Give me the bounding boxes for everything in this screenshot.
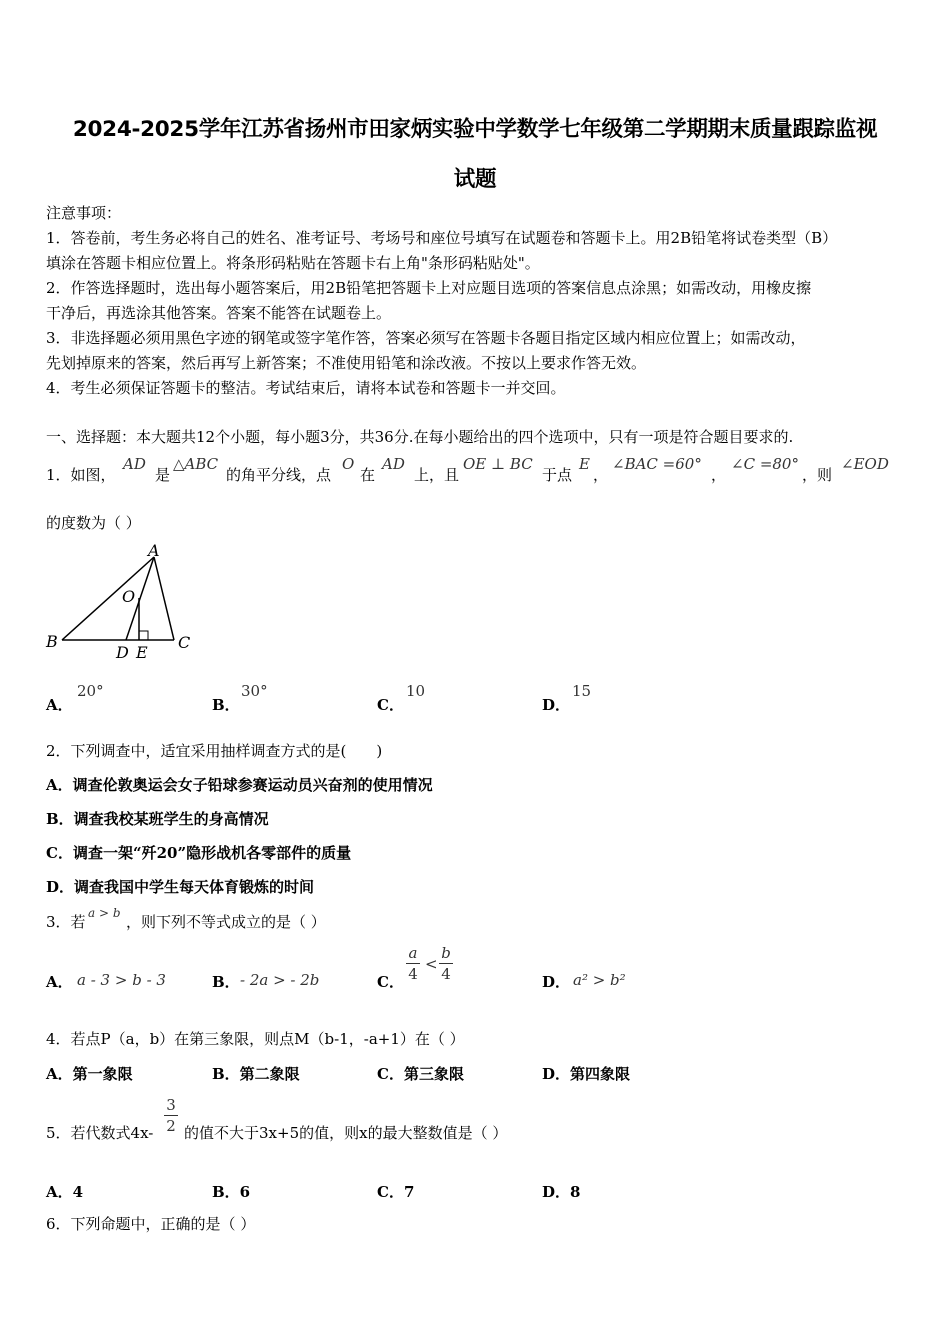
q1-math-ad: AD xyxy=(123,455,146,473)
q2-option-c[interactable]: C．调查一架“歼20”隐形战机各零部件的质量 xyxy=(46,844,352,862)
q1-option-d-letter[interactable]: D． xyxy=(542,696,571,714)
q4-option-c[interactable]: C．第三象限 xyxy=(377,1065,464,1083)
q2-option-b[interactable]: B．调查我校某班学生的身高情况 xyxy=(46,810,269,828)
q1-option-a-value: 20° xyxy=(77,682,104,700)
label-a: A xyxy=(148,541,160,560)
q6-stem: 6．下列命题中，正确的是（ ） xyxy=(46,1215,256,1233)
q2-stem: 2．下列调查中，适宜采用抽样调查方式的是( ) xyxy=(46,742,383,760)
q3-option-c-den-b: 4 xyxy=(441,965,451,983)
q4-stem: 4．若点P（a，b）在第三象限，则点M（b-1，-a+1）在（ ） xyxy=(46,1030,465,1048)
q1-math-bac: ∠BAC =60° xyxy=(612,455,702,473)
fraction-bar xyxy=(406,963,420,964)
q1-option-c-letter[interactable]: C． xyxy=(377,696,404,714)
note-1a: 1．答卷前，考生务必将自己的姓名、准考证号、考场号和座位号填写在试题卷和答题卡上。用2B铅笔将试卷类型（B） xyxy=(46,229,838,247)
label-d: D xyxy=(116,643,129,662)
q1-text-2: 是 xyxy=(155,466,171,484)
note-1b: 填涂在答题卡相应位置上。将条形码粘贴在答题卡右上角"条形码粘贴处"。 xyxy=(46,254,540,272)
q1-option-b-letter[interactable]: B． xyxy=(212,696,240,714)
q1-text-6: 于点 xyxy=(542,466,573,484)
q5-option-a[interactable]: A．4 xyxy=(46,1183,84,1201)
q3-option-c-fraction-b xyxy=(439,944,453,983)
q1-option-b-value: 30° xyxy=(241,682,268,700)
q4-option-b[interactable]: B．第二象限 xyxy=(212,1065,300,1083)
q5-fraction xyxy=(164,1096,178,1135)
q3-option-c-fraction-a xyxy=(406,944,420,983)
fraction-bar xyxy=(164,1115,178,1116)
q1-math-ad2: AD xyxy=(382,455,405,473)
q3-option-b: - 2a > - 2b xyxy=(240,971,320,989)
q1-option-d-value: 15 xyxy=(572,682,592,700)
q1-text-8: ， xyxy=(711,466,727,484)
exam-title-line2: 试题 xyxy=(453,167,497,192)
label-e: E xyxy=(136,643,148,662)
q2-option-a[interactable]: A．调查伦敦奥运会女子铅球参赛运动员兴奋剂的使用情况 xyxy=(46,776,433,794)
note-4: 4．考生必须保证答题卡的整洁。考试结束后，请将本试卷和答题卡一并交回。 xyxy=(46,379,566,397)
q3-option-c-num-a: a xyxy=(408,944,418,962)
q5-option-b[interactable]: B．6 xyxy=(212,1183,251,1201)
note-2a: 2．作答选择题时，选出每小题答案后，用2B铅笔把答题卡上对应题目选项的答案信息点涂黑；如需改动，用橡皮擦 xyxy=(46,279,812,297)
q1-text-line2: 的度数为（ ） xyxy=(46,514,141,532)
q1-text-9: ，则 xyxy=(802,466,833,484)
q1-math-triangle: △ABC xyxy=(173,455,219,473)
q5-fraction-num: 3 xyxy=(166,1096,176,1114)
q1-option-a-letter[interactable]: A． xyxy=(46,696,73,714)
q1-math-perp: OE ⊥ BC xyxy=(463,455,533,473)
right-angle-mark xyxy=(139,631,148,640)
q3-option-a: a - 3 > b - 3 xyxy=(77,971,166,989)
q3-option-c-den-a: 4 xyxy=(408,965,418,983)
label-o: O xyxy=(122,587,136,606)
q3-option-b-letter[interactable]: B． xyxy=(212,973,240,991)
q1-math-eod: ∠EOD xyxy=(841,455,889,473)
q3-option-a-letter[interactable]: A． xyxy=(46,973,73,991)
fraction-bar xyxy=(439,963,453,964)
q4-option-d[interactable]: D．第四象限 xyxy=(542,1065,631,1083)
q5-text-2: 的值不大于3x+5的值，则x的最大整数值是（ ） xyxy=(184,1124,508,1142)
q1-text-1: 1．如图， xyxy=(46,466,116,484)
q1-text-3: 的角平分线，点 xyxy=(226,466,332,484)
side-ac xyxy=(154,557,174,640)
q3-option-d-letter[interactable]: D． xyxy=(542,973,571,991)
q1-math-e: E xyxy=(579,455,590,473)
label-c: C xyxy=(178,633,191,652)
note-3b: 先划掉原来的答案，然后再写上新答案；不准使用铅笔和涂改液。不按以上要求作答无效。 xyxy=(46,354,647,372)
q5-option-c[interactable]: C．7 xyxy=(377,1183,415,1201)
q5-text-1: 5．若代数式4x- xyxy=(46,1124,154,1142)
section-1-heading: 一、选择题：本大题共12个小题，每小题3分，共36分.在每小题给出的四个选项中，只有一项是符合题目要求的. xyxy=(46,428,794,446)
label-b: B xyxy=(46,632,58,651)
q3-option-c-num-b: b xyxy=(441,944,451,962)
q4-option-a[interactable]: A．第一象限 xyxy=(46,1065,133,1083)
q3-condition: a > b xyxy=(88,906,121,920)
q2-option-d[interactable]: D．调查我国中学生每天体育锻炼的时间 xyxy=(46,878,315,896)
note-3a: 3．非选择题必须用黑色字迹的钢笔或签字笔作答，答案必须写在答题卡各题目指定区域内相应位置上；如需改动， xyxy=(46,329,806,347)
q5-option-d[interactable]: D．8 xyxy=(542,1183,581,1201)
note-2b: 干净后，再选涂其他答案。答案不能答在试题卷上。 xyxy=(46,304,392,322)
q1-math-c: ∠C =80° xyxy=(731,455,799,473)
q1-option-c-value: 10 xyxy=(406,682,426,700)
exam-title-line1: 2024-2025学年江苏省扬州市田家炳实验中学数学七年级第二学期期末质量跟踪监视 xyxy=(72,117,878,142)
q1-text-7: ， xyxy=(593,466,609,484)
q3-text-2: ，则下列不等式成立的是（ ） xyxy=(126,913,326,931)
q1-text-4: 在 xyxy=(360,466,376,484)
q1-math-o: O xyxy=(342,455,355,473)
q5-fraction-den: 2 xyxy=(166,1117,176,1135)
notes-heading: 注意事项： xyxy=(46,204,122,222)
q3-option-c-relation: < xyxy=(425,955,438,973)
q1-text-5: 上，且 xyxy=(414,466,460,484)
q3-text-1: 3．若 xyxy=(46,913,86,931)
q3-option-c-letter[interactable]: C． xyxy=(377,973,404,991)
q3-option-d: a² > b² xyxy=(573,971,626,989)
triangle-figure xyxy=(40,540,200,665)
